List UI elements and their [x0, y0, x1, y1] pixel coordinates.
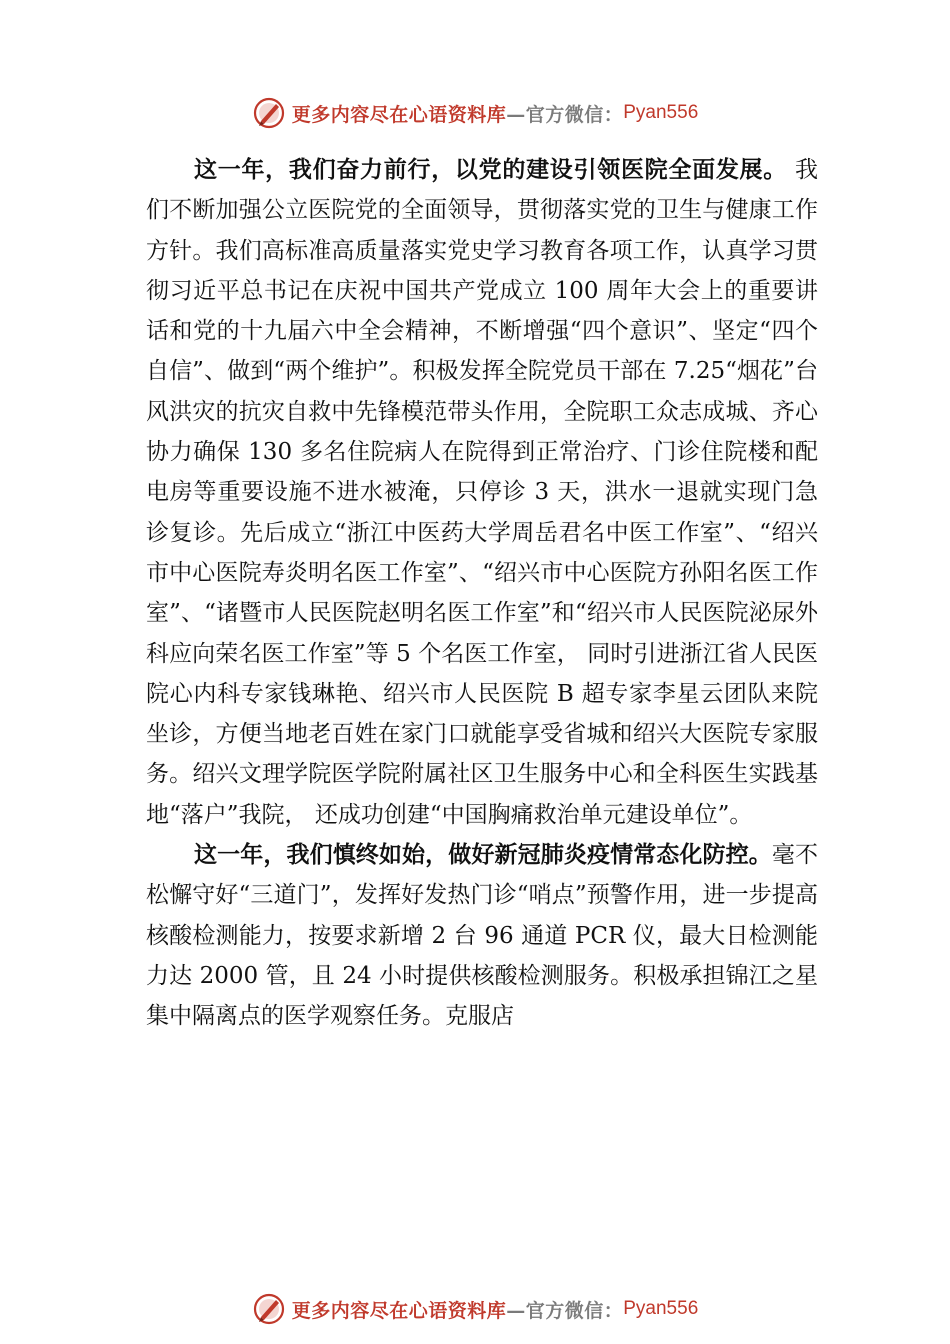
header-brand-text: 更多内容尽在心语资料库 [291, 103, 507, 126]
footer-separator-text: —官方微信： [506, 1299, 624, 1322]
document-body [146, 150, 818, 1037]
footer-banner [0, 1292, 950, 1326]
header-wechat-id: Pyan556 [623, 102, 699, 123]
pen-seal-icon [252, 96, 286, 130]
header-banner [0, 96, 950, 130]
pen-seal-icon [252, 1292, 286, 1326]
paragraph-lead: 这一年，我们慎终如始，做好新冠肺炎疫情常态化防控。 [194, 842, 772, 869]
header-separator-text: —官方微信： [506, 103, 624, 126]
footer-wechat-id: Pyan556 [623, 1298, 699, 1319]
paragraph-covid-control [146, 835, 818, 1036]
paragraph-party-building [146, 150, 818, 835]
paragraph-lead: 这一年，我们奋力前行，以党的建设引领医院全面发展。 [194, 157, 787, 183]
paragraph-body: 我们不断加强公立医院党的全面领导，贯彻落实党的卫生与健康工作方针。我们高标准高质量落实党史学习教育各项工作，认真学习贯彻习近平总书记在庆祝中国共产党成立 100 周年大会上的重要讲话和党的十九届六中全会精神，不断增强“四个意识”、坚定“四个自信”、做到“两个维护”。积极发挥全院党员干部在 7.25“烟花”台风洪灾的抗灾自救中先锋模范带头作用，全院职工众志成城、齐心协力确保 130 多名住院病人在院得到正常治疗、门诊住院楼和配电房等重要设施不进水被淹，只停诊 3 天，洪水一退就实现门急诊复诊。先后成立“浙江中医药大学周岳君名中医工作室”、“绍兴市中心医院寿炎明名医工作室”、“绍兴市中心医院方孙阳名医工作室”、“诸暨市人民医院赵明名医工作室”和“绍兴市人民医院泌尿外科应向荣名医工作室”等 5 个名医工作室， 同时引进浙江省人民医院心内科专家钱琳艳、绍兴市人民医院 B 超专家李星云团队来院坐诊，方便当地老百姓在家门口就能享受省城和绍兴大医院专家服务。绍兴文理学院医学院附属社区卫生服务中心和全科医生实践基地“落户”我院， 还成功创建“中国胸痛救治单元建设单位”。 [146, 157, 818, 828]
footer-brand-text: 更多内容尽在心语资料库 [291, 1299, 507, 1322]
paragraph-body: 毫不松懈守好“三道门”，发挥好发热门诊“哨点”预警作用，进一步提高核酸检测能力，按要求新增 2 台 96 通道 PCR 仪，最大日检测能力达 2000 管，且 24 小时提供核酸检测服务。积极承担锦江之星集中隔离点的医学观察任务。克服店 [146, 842, 819, 1030]
